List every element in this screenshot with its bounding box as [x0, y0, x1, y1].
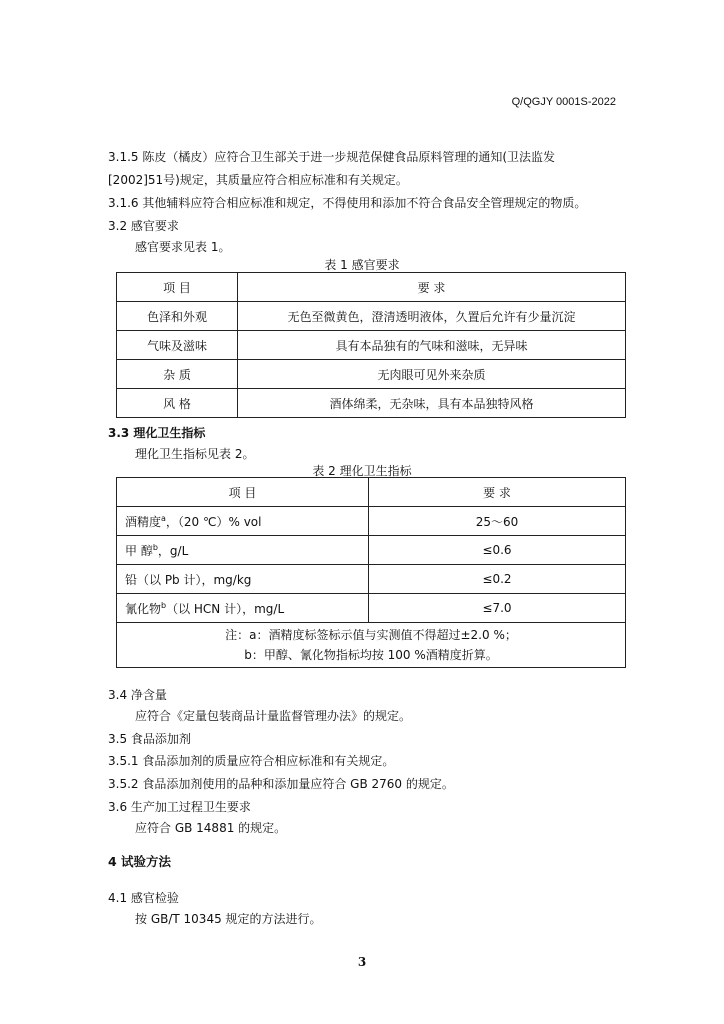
table-cell-value: ≤7.0	[369, 594, 626, 623]
table-cell-value: ≤0.2	[369, 565, 626, 594]
page-number: 3	[357, 955, 367, 969]
clause-3-1-5-line2: [2002]51号)规定，其质量应符合相应标准和有关规定。	[108, 173, 408, 187]
clause-3-1-5-line1: 3.1.5 陈皮（橘皮）应符合卫生部关于进一步规范保健食品原料管理的通知(卫法监发	[108, 150, 556, 164]
table-cell-item: 风 格	[117, 389, 238, 418]
table-header-cell: 项 目	[117, 273, 238, 302]
clause-3-2-text: 感官要求见表 1。	[135, 240, 231, 254]
table-cell-requirement: 无肉眼可见外来杂质	[238, 360, 626, 389]
clause-3-5-1: 3.5.1 食品添加剂的质量应符合相应标准和有关规定。	[108, 754, 395, 768]
table-cell-item: 氰化物$^b$（以 HCN 计），mg/L	[117, 594, 369, 623]
table-cell-item: 甲 醇$^b$，g/L	[117, 536, 369, 565]
table1-caption: 表 1 感官要求	[324, 258, 400, 272]
table-cell-item: 铅（以 Pb 计），mg/kg	[117, 565, 369, 594]
table-cell-value: ≤0.6	[369, 536, 626, 565]
clause-3-5-2: 3.5.2 食品添加剂使用的品种和添加量应符合 GB 2760 的规定。	[108, 777, 454, 791]
table-row	[117, 507, 626, 536]
table-sensory-requirements	[116, 272, 626, 418]
clause-3-3-text: 理化卫生指标见表 2。	[135, 447, 255, 461]
table-row	[117, 331, 626, 360]
table-cell-requirement: 具有本品独有的气味和滋味，无异味	[238, 331, 626, 360]
clause-3-6-title: 3.6 生产加工过程卫生要求	[108, 800, 251, 814]
table-physicochemical-indicators	[116, 477, 626, 668]
table-cell-requirement: 酒体绵柔，无杂味，具有本品独特风格	[238, 389, 626, 418]
table-note	[117, 623, 626, 668]
clause-4-1-text: 按 GB/T 10345 规定的方法进行。	[135, 912, 322, 926]
clause-3-4-text: 应符合《定量包装商品计量监督管理办法》的规定。	[135, 709, 412, 723]
table-row	[117, 594, 626, 623]
table-row	[117, 536, 626, 565]
table-cell-value: 25～60	[369, 507, 626, 536]
table-note-b: b：甲醇、氰化物指标均按 100 %酒精度折算。	[244, 648, 498, 662]
table-cell-item: 色泽和外观	[117, 302, 238, 331]
table-header-row	[117, 273, 626, 302]
table-cell-requirement: 无色至微黄色，澄清透明液体，久置后允许有少量沉淀	[238, 302, 626, 331]
clause-3-5-title: 3.5 食品添加剂	[108, 732, 191, 746]
table-note-a: 注：a：酒精度标签标示值与实测值不得超过±2.0 %；	[225, 628, 517, 642]
clause-4-1-title: 4.1 感官检验	[108, 891, 179, 905]
table-note-row	[117, 623, 626, 668]
table-cell-item: 气味及滋味	[117, 331, 238, 360]
table-row	[117, 389, 626, 418]
clause-3-1-6: 3.1.6 其他辅料应符合相应标准和规定，不得使用和添加不符合食品安全管理规定的物质。	[108, 196, 587, 210]
clause-3-2-title: 3.2 感官要求	[108, 219, 179, 233]
section-4-title: 4 试验方法	[108, 854, 172, 869]
table2-caption: 表 2 理化卫生指标	[312, 464, 412, 478]
clause-3-4-title: 3.4 净含量	[108, 688, 167, 702]
table-cell-item: 酒精度$^a$，（20 ℃）% vol	[117, 507, 369, 536]
table-header-row	[117, 478, 626, 507]
table-header-cell: 项 目	[117, 478, 369, 507]
table-cell-item: 杂 质	[117, 360, 238, 389]
table-row	[117, 360, 626, 389]
clause-3-3-title: 3.3 理化卫生指标	[108, 426, 206, 440]
table-header-cell: 要 求	[238, 273, 626, 302]
clause-3-6-text: 应符合 GB 14881 的规定。	[135, 821, 287, 835]
standard-number: Q/QGJY 0001S-2022	[511, 96, 616, 108]
table-row	[117, 565, 626, 594]
table-row	[117, 302, 626, 331]
table-header-cell: 要 求	[369, 478, 626, 507]
